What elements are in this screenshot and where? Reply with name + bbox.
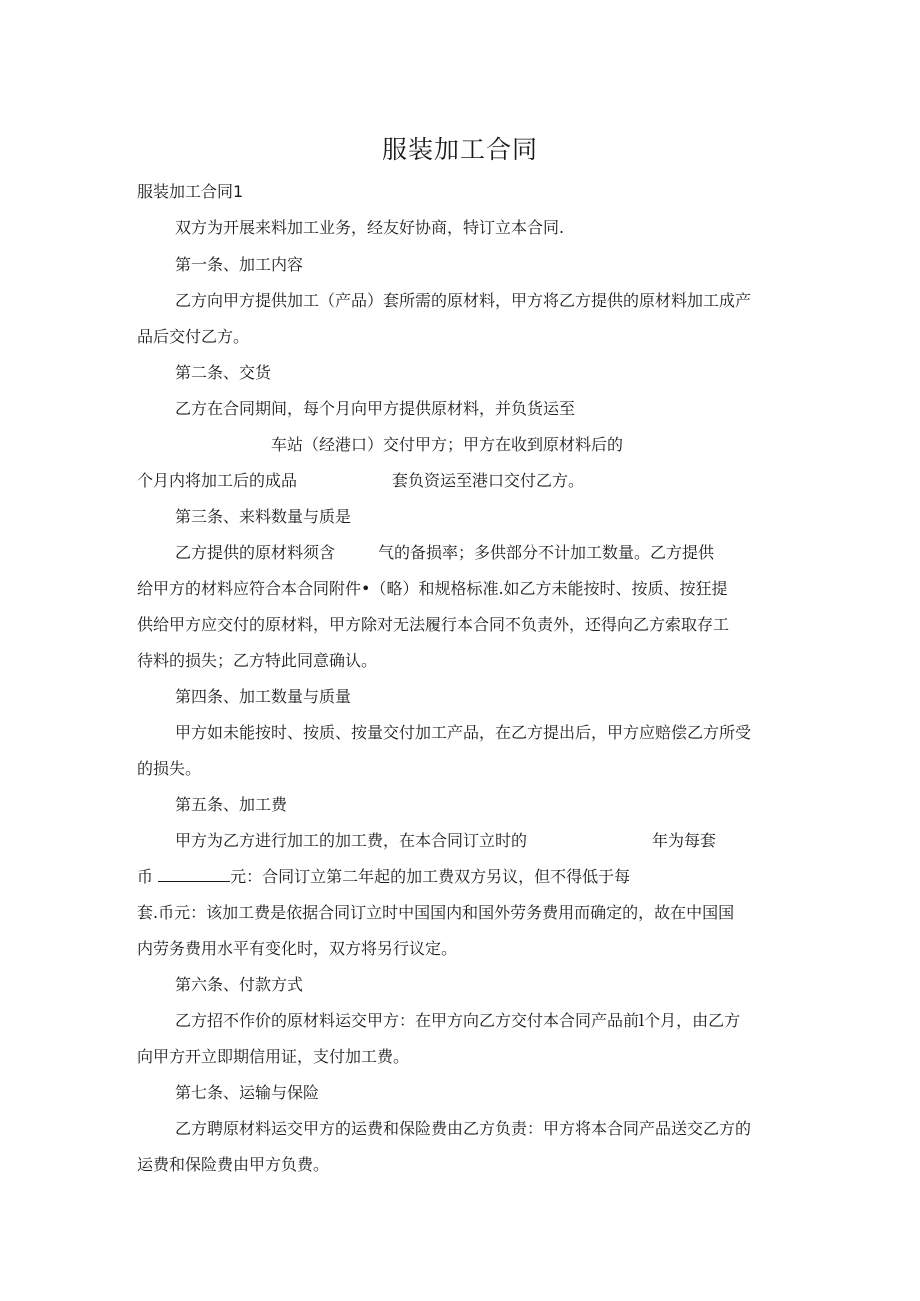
article-3-line-2: 给甲方的材料应符合本合同附件•（略）和规格标准.如乙方未能按时、按质、按狂提 xyxy=(137,579,728,598)
document-subtitle: 服装加工合同1 xyxy=(137,182,244,201)
article-7-heading: 第七条、运输与保险 xyxy=(175,1083,320,1102)
article-3-line-1b: 气的备损率；多供部分不计加工数量。乙方提供 xyxy=(378,543,715,562)
article-5-line-3: 套.币元：该加工费是依据合同订立时中国国内和国外劳务费用而确定的，故在中国国 xyxy=(137,903,735,922)
article-2-line-1: 乙方在合同期间，每个月向甲方提供原材料，并负货运至 xyxy=(175,399,576,418)
article-3-line-1a: 乙方提供的原材料须含 xyxy=(175,543,336,562)
article-5-line-1b: 年为每套 xyxy=(652,831,717,850)
article-5-line-1a: 甲方为乙方进行加工的加工费，在本合同订立时的 xyxy=(175,831,528,850)
blank-underline xyxy=(158,866,230,882)
article-2-line-3a: 个月内将加工后的成品 xyxy=(137,471,298,490)
article-1-line-2: 品后交付乙方。 xyxy=(137,327,250,346)
document-title: 服装加工合同 xyxy=(381,135,538,164)
article-4-line-1: 甲方如未能按时、按质、按量交付加工产品，在乙方提出后，甲方应赔偿乙方所受 xyxy=(175,723,752,742)
article-2-line-3b: 套负资运至港口交付乙方。 xyxy=(392,471,585,490)
article-4-heading: 第四条、加工数量与质量 xyxy=(175,687,352,706)
article-6-heading: 第六条、付款方式 xyxy=(175,975,304,994)
article-3-line-3: 供给甲方应交付的原材料，甲方除对无法履行本合同不负责外，还得向乙方索取存工 xyxy=(137,615,730,634)
article-7-line-1: 乙方聘原材料运交甲方的运费和保险费由乙方负责：甲方将本合同产品送交乙方的 xyxy=(175,1119,752,1138)
article-5-line-2 xyxy=(137,865,630,889)
article-6-line-2: 向甲方开立即期信用证，支付加工费。 xyxy=(137,1047,410,1066)
article-1-line-1: 乙方向甲方提供加工（产品）套所需的原材料，甲方将乙方提供的原材料加工成产 xyxy=(175,291,752,310)
article-1-heading: 第一条、加工内容 xyxy=(175,255,304,274)
article-5-heading: 第五条、加工费 xyxy=(175,795,288,814)
article-6-line-1: 乙方招不作价的原材料运交甲方：在甲方向乙方交付本合同产品前l个月，由乙方 xyxy=(175,1011,741,1030)
article-2-heading: 第二条、交货 xyxy=(175,363,272,382)
article-2-line-2: 车站（经港口）交付甲方；甲方在收到原材料后的 xyxy=(271,435,624,454)
article-4-line-2: 的损失。 xyxy=(137,759,202,778)
article-5-line-2b: 元：合同订立第二年起的加工费双方另议，但不得低于每 xyxy=(230,867,631,886)
currency-label: 币 xyxy=(137,867,154,886)
article-3-line-4: 待料的损失；乙方特此同意确认。 xyxy=(137,651,378,670)
article-7-line-2: 运费和保险费由甲方负费。 xyxy=(137,1155,330,1174)
article-5-line-4: 内劳务费用水平有变化时，双方将另行议定。 xyxy=(137,939,458,958)
article-3-heading: 第三条、来料数量与质是 xyxy=(175,507,352,526)
intro-paragraph: 双方为开展来料加工业务，经友好协商，特订立本合同. xyxy=(175,218,565,237)
